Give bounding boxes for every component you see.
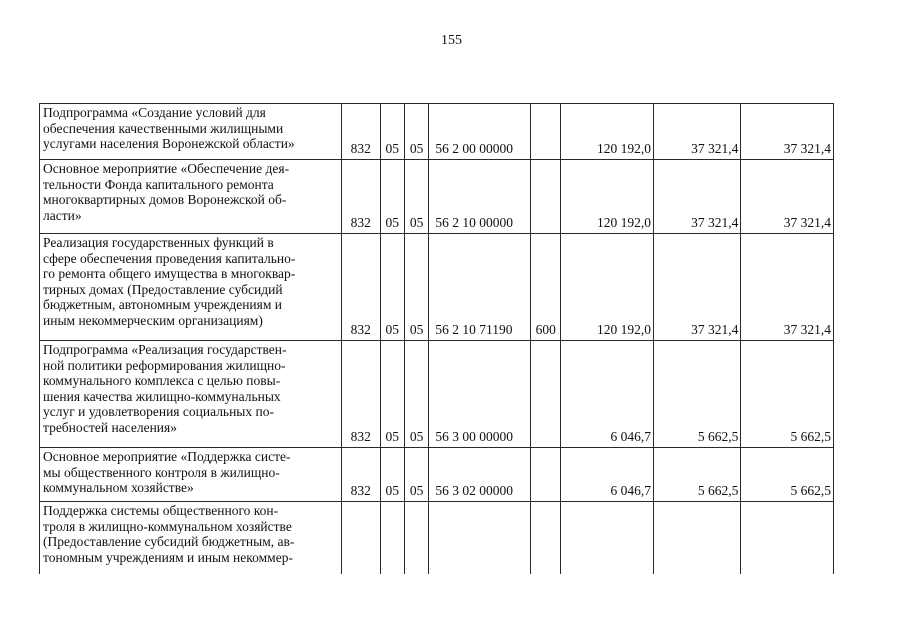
target-article-cell	[429, 502, 531, 574]
item-name-cell	[40, 341, 342, 448]
table-row	[40, 160, 834, 234]
item-name-line: мы общественного контроля в жилищно-	[43, 464, 280, 480]
amount-year1-cell: 120 192,0	[561, 104, 654, 160]
section-cell: 05	[380, 160, 404, 234]
grbs-cell	[341, 502, 380, 574]
grbs-cell: 832	[341, 448, 380, 502]
item-name-line: ной политики реформирования жилищно-	[43, 357, 286, 373]
item-name-line: Реализация государственных функций в	[43, 235, 274, 250]
table-row	[40, 234, 834, 341]
amount-year2-cell: 37 321,4	[653, 234, 740, 341]
item-name-line: (Предоставление субсидий бюджетным, ав-	[43, 534, 295, 550]
amount-year2-cell: 5 662,5	[653, 448, 740, 502]
item-name-line: многоквартирных домов Воронежской об-	[43, 192, 287, 208]
amount-year1-cell: 6 046,7	[561, 341, 654, 448]
amount-year3-cell: 5 662,5	[741, 448, 834, 502]
item-name-cell	[40, 448, 342, 502]
amount-year2-cell: 5 662,5	[653, 341, 740, 448]
section-cell	[380, 502, 404, 574]
section-cell: 05	[380, 234, 404, 341]
item-name-cell	[40, 104, 342, 160]
target-article-cell: 56 3 02 00000	[429, 448, 531, 502]
expense-type-cell: 600	[531, 234, 561, 341]
item-name-line: тельности Фонда капитального ремонта	[43, 176, 274, 192]
table-row	[40, 502, 834, 574]
subsection-cell: 05	[404, 104, 428, 160]
item-name-line: коммунального комплекса с целью повы-	[43, 373, 281, 389]
item-name-cell	[40, 502, 342, 574]
item-name-line: требностей населения»	[43, 419, 177, 435]
amount-year3-cell: 5 662,5	[741, 341, 834, 448]
amount-year3-cell	[741, 502, 834, 574]
item-name-line: бюджетным, автономным учреждениям и	[43, 297, 283, 313]
item-name-line: ласти»	[43, 207, 82, 223]
grbs-cell: 832	[341, 234, 380, 341]
grbs-cell: 832	[341, 104, 380, 160]
amount-year1-cell	[561, 502, 654, 574]
section-cell: 05	[380, 104, 404, 160]
item-name-cell	[40, 160, 342, 234]
grbs-cell: 832	[341, 341, 380, 448]
table-row	[40, 104, 834, 160]
page-number: 155	[441, 33, 462, 48]
grbs-cell: 832	[341, 160, 380, 234]
target-article-cell: 56 2 00 00000	[429, 104, 531, 160]
item-name-line: шения качества жилищно-коммунальных	[43, 388, 281, 404]
subsection-cell	[404, 502, 428, 574]
table-body	[40, 104, 834, 574]
item-name-line: тирных домах (Предоставление субсидий	[43, 281, 283, 297]
table-row	[40, 448, 834, 502]
subsection-cell: 05	[404, 448, 428, 502]
item-name-line: услугами населения Воронежской области»	[43, 136, 295, 152]
item-name-line: иным некоммерческим организациям)	[43, 312, 263, 328]
item-name-line: тономным учреждениям и иным некоммер-	[43, 549, 293, 565]
target-article-cell: 56 3 00 00000	[429, 341, 531, 448]
expense-type-cell	[531, 341, 561, 448]
item-name-line: Основное мероприятие «Обеспечение дея-	[43, 161, 290, 176]
item-name-cell	[40, 234, 342, 341]
target-article-cell: 56 2 10 00000	[429, 160, 531, 234]
amount-year2-cell: 37 321,4	[653, 160, 740, 234]
item-name-line: сфере обеспечения проведения капитально-	[43, 250, 296, 266]
amount-year3-cell: 37 321,4	[741, 104, 834, 160]
amount-year2-cell: 37 321,4	[653, 104, 740, 160]
item-name-line: коммунальном хозяйстве»	[43, 480, 194, 496]
amount-year1-cell: 6 046,7	[561, 448, 654, 502]
target-article-cell: 56 2 10 71190	[429, 234, 531, 341]
amount-year1-cell: 120 192,0	[561, 234, 654, 341]
item-name-line: Подпрограмма «Реализация государствен-	[43, 342, 287, 357]
expense-type-cell	[531, 502, 561, 574]
amount-year3-cell: 37 321,4	[741, 160, 834, 234]
section-cell: 05	[380, 341, 404, 448]
item-name-line: обеспечения качественными жилищными	[43, 120, 284, 136]
budget-table	[39, 103, 834, 574]
item-name-line: услуг и удовлетворения социальных по-	[43, 404, 274, 420]
expense-type-cell	[531, 448, 561, 502]
table-row	[40, 341, 834, 448]
section-cell: 05	[380, 448, 404, 502]
expense-type-cell	[531, 160, 561, 234]
subsection-cell: 05	[404, 341, 428, 448]
subsection-cell: 05	[404, 234, 428, 341]
amount-year3-cell: 37 321,4	[741, 234, 834, 341]
amount-year1-cell: 120 192,0	[561, 160, 654, 234]
item-name-line: троля в жилищно-коммунальном хозяйстве	[43, 518, 292, 534]
item-name-line: Поддержка системы общественного кон-	[43, 503, 279, 518]
item-name-line: го ремонта общего имущества в многоквар-	[43, 266, 296, 282]
item-name-line: Подпрограмма «Создание условий для	[43, 105, 266, 120]
item-name-line: Основное мероприятие «Поддержка систе-	[43, 449, 291, 464]
expense-type-cell	[531, 104, 561, 160]
subsection-cell: 05	[404, 160, 428, 234]
amount-year2-cell	[653, 502, 740, 574]
